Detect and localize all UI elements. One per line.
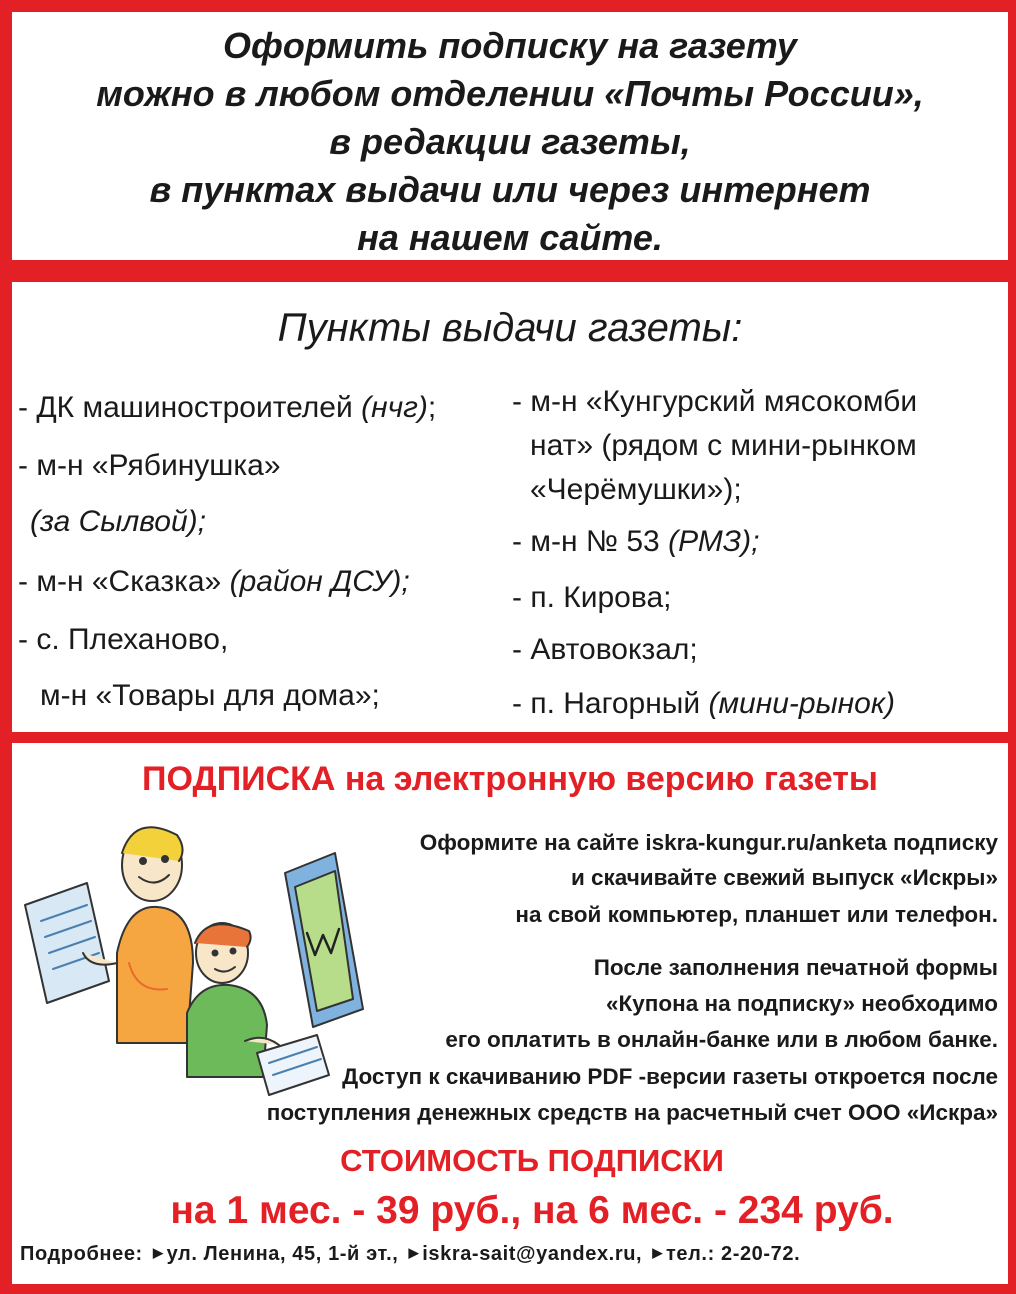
points-panel — [12, 282, 1008, 732]
subscription-text-line: на свой компьютер, планшет или телефон. — [515, 902, 998, 927]
triangle-bullet-icon: ▶ — [652, 1245, 663, 1260]
point-item: - п. Кирова; — [512, 581, 672, 614]
point-item-note: (за Сылвой); — [30, 505, 206, 538]
point-item: «Черёмушки»); — [530, 473, 742, 506]
cost-title: СТОИМОСТЬ ПОДПИСКИ — [340, 1143, 724, 1178]
point-item: - Автовокзал; — [512, 633, 698, 666]
footer-contacts — [20, 1243, 1000, 1266]
footer-label: Подробнее: — [20, 1243, 143, 1265]
point-item: - ДК машиностроителей (нчг); — [18, 391, 437, 424]
subscription-title: ПОДПИСКА на электронную версию газеты — [142, 760, 878, 798]
point-item: - м-н «Кунгурский мясокомби — [512, 385, 918, 418]
triangle-bullet-icon: ▶ — [408, 1245, 420, 1260]
point-item: - с. Плеханово, — [18, 623, 229, 656]
point-item: - м-н «Рябинушка» — [18, 449, 281, 482]
points-title: Пункты выдачи газеты: — [277, 306, 743, 350]
point-item: - п. Нагорный (мини-рынок) — [512, 687, 896, 720]
subscription-text-line: его оплатить в онлайн-банке или в любом банке. — [445, 1027, 998, 1052]
footer-address: ул. Ленина, 45, 1-й эт., — [166, 1243, 399, 1265]
footer-phone: тел.: 2-20-72. — [665, 1243, 801, 1265]
triangle-bullet-icon: ▶ — [152, 1245, 164, 1260]
subscription-panel — [12, 743, 1008, 1284]
point-item: м-н «Товары для дома»; — [40, 679, 380, 712]
point-item: - м-н «Сказка» (район ДСУ); — [18, 565, 410, 598]
readers-illustration — [17, 813, 377, 1113]
header-line-1: Оформить подписку на газету — [223, 25, 797, 66]
subscription-text-line: Доступ к скачиванию PDF -версии газеты откроется после — [342, 1064, 998, 1089]
header-panel — [12, 12, 1008, 260]
subscription-text-line: «Купона на подписку» необходимо — [606, 991, 998, 1016]
cost-line: на 1 мес. - 39 руб., на 6 мес. - 234 руб. — [170, 1189, 894, 1232]
subscription-text-line: После заполнения печатной формы — [593, 955, 998, 980]
header-line-2: можно в любом отделении «Почты России», — [96, 73, 924, 114]
subscription-text-line: и скачивайте свежий выпуск «Искры» — [570, 865, 998, 890]
point-item: нат» (рядом с мини-рынком — [530, 429, 917, 462]
subscription-text-line: поступления денежных средств на расчетный счет ООО «Искра» — [266, 1100, 998, 1125]
footer-email[interactable]: iskra-sait@yandex.ru, — [422, 1243, 643, 1265]
header-line-3: в редакции газеты, — [329, 121, 691, 162]
header-line-4: в пунктах выдачи или через интернет — [149, 169, 871, 210]
header-line-5: на нашем сайте. — [357, 217, 663, 258]
point-item: - м-н № 53 (РМЗ); — [512, 525, 760, 558]
subscription-text-line: Оформите на сайте iskra-kungur.ru/anketa подписку — [419, 830, 998, 855]
